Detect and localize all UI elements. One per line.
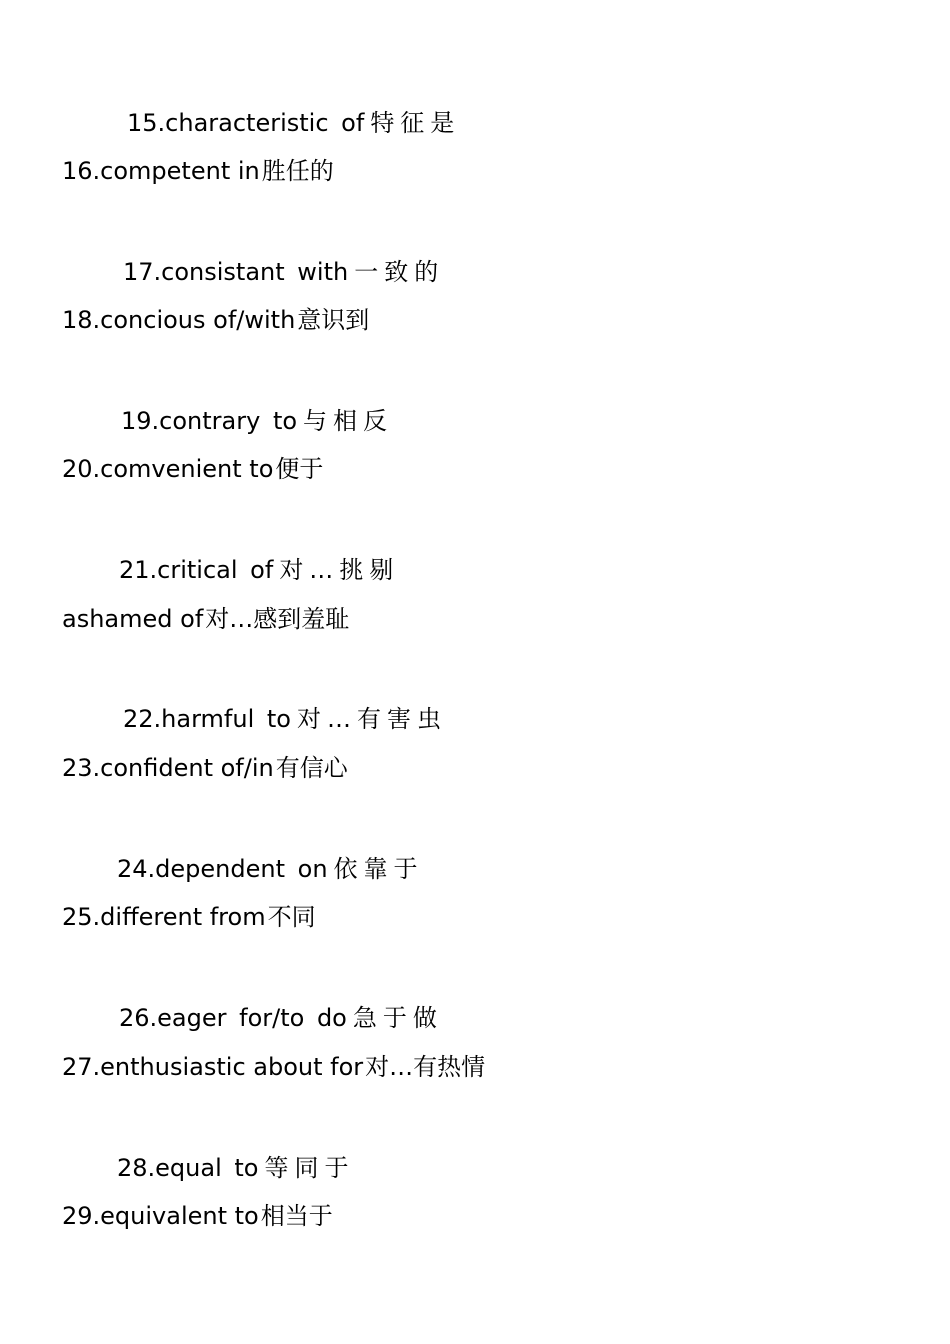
entry-21 xyxy=(119,555,399,585)
entry-english: 27.enthusiastic about for xyxy=(62,1053,364,1081)
entry-chinese: 特征是 xyxy=(370,109,461,137)
entry-english: 24.dependent on xyxy=(117,855,328,883)
entry-english: 19.contrary to xyxy=(121,407,298,435)
entry-ashamed xyxy=(62,604,349,634)
entry-29 xyxy=(62,1201,333,1231)
entry-chinese: 对…感到羞耻 xyxy=(205,605,350,633)
entry-15 xyxy=(127,108,460,138)
entry-english: 25.different from xyxy=(62,903,266,931)
entry-16 xyxy=(62,156,334,186)
entry-chinese: 与相反 xyxy=(303,407,394,435)
entry-chinese: 有信心 xyxy=(275,754,348,782)
entry-27 xyxy=(62,1052,485,1082)
entry-chinese: 等同于 xyxy=(264,1154,355,1182)
entry-english: 26.eager for/to do xyxy=(119,1004,347,1032)
entry-chinese: 相当于 xyxy=(260,1202,333,1230)
entry-english: 28.equal to xyxy=(117,1154,259,1182)
entry-17 xyxy=(123,257,444,287)
entry-chinese: 急于做 xyxy=(352,1004,443,1032)
entry-english: 23.confident of/in xyxy=(62,754,274,782)
entry-22 xyxy=(123,704,447,734)
entry-chinese: 便于 xyxy=(275,455,324,483)
entry-english: 29.equivalent to xyxy=(62,1202,259,1230)
entry-chinese: 对…有害虫 xyxy=(296,705,447,733)
entry-english: 16.competent in xyxy=(62,157,260,185)
entry-english: 20.comvenient to xyxy=(62,455,274,483)
entry-chinese: 一致的 xyxy=(354,258,445,286)
entry-chinese: 胜任的 xyxy=(261,157,334,185)
entry-english: ashamed of xyxy=(62,605,204,633)
entry-english: 18.concious of/with xyxy=(62,306,296,334)
entry-chinese: 依靠于 xyxy=(333,855,424,883)
entry-chinese: 对…挑剔 xyxy=(279,556,400,584)
entry-25 xyxy=(62,902,316,932)
entry-26 xyxy=(119,1003,443,1033)
entry-english: 17.consistant with xyxy=(123,258,349,286)
entry-chinese: 对…有热情 xyxy=(365,1053,486,1081)
entry-19 xyxy=(121,406,393,436)
entry-18 xyxy=(62,305,369,335)
entry-24 xyxy=(117,854,424,884)
entry-chinese: 不同 xyxy=(267,903,316,931)
entry-chinese: 意识到 xyxy=(297,306,370,334)
entry-20 xyxy=(62,454,323,484)
entry-28 xyxy=(117,1153,354,1183)
entry-23 xyxy=(62,753,348,783)
entry-english: 15.characteristic of xyxy=(127,109,365,137)
entry-english: 22.harmful to xyxy=(123,705,291,733)
entry-english: 21.critical of xyxy=(119,556,274,584)
